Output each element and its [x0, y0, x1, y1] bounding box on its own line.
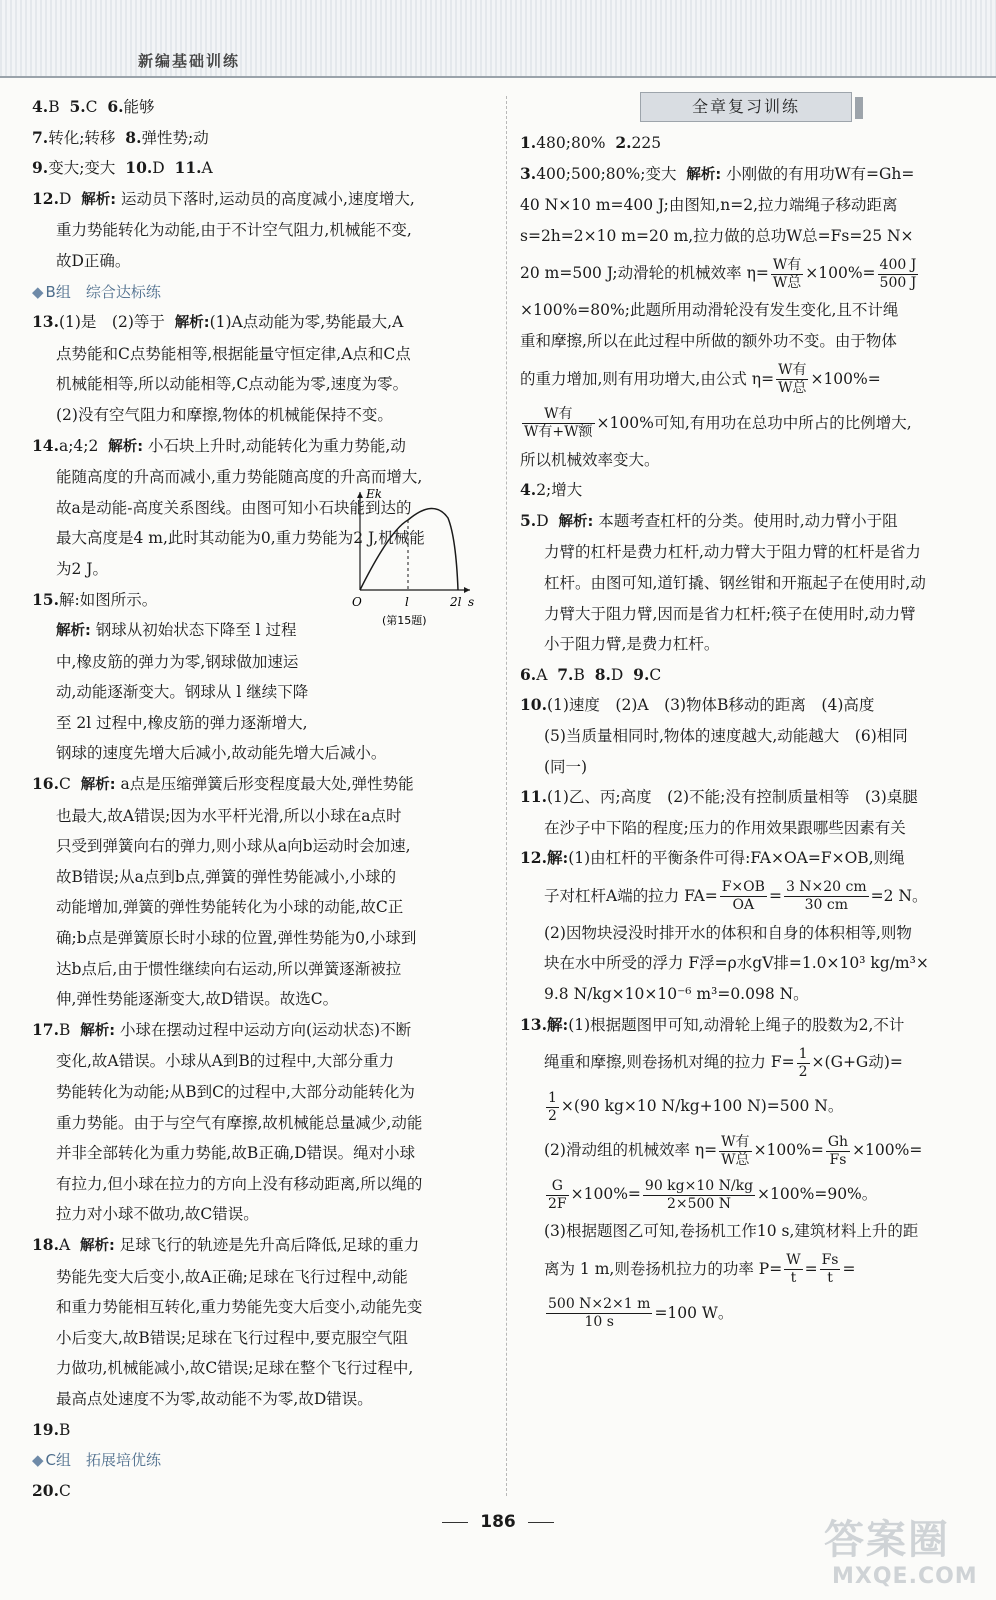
fraction: $\frac{1}{2}$ — [548, 1089, 557, 1124]
diamond-icon: ◆ — [32, 1451, 44, 1470]
diamond-icon: ◆ — [32, 282, 44, 301]
fraction: $\frac{\text{W有}}{\text{W总}}$ — [721, 1133, 750, 1168]
fraction: $\frac{F\times OB}{OA}$ — [721, 879, 765, 914]
header-title: 新编基础训练 — [138, 52, 241, 70]
figure-caption: (第15题) — [382, 614, 427, 626]
answer-r13: 13.解:(1)根据题图甲可知,动滑轮上绳子的股数为2,不计 绳重和摩擦,则卷扬机对绳的拉力 F= $\frac{1}{2}$ ×(G+G动)= $\frac{1}{2}$ ×(90 kg×10 N/kg+100 N)=500 N。 (2)滑动组的机械效率 η= $\frac{\text{W有}}{\text{W总}}$ ×100%= $\frac{Gh}{Fs}$ ×100%= $\frac{G}{2F}$ ×100%= $\frac{90 kg\times 10 N/kg}{2\times 500 N}$ ×100%=90%。 (3)根据题图乙可知,卷扬机工作10 s,建筑材料上升的距 离为 1 m,则卷扬机拉力的功率 P= $\frac{W}{t}$ = $\frac{Fs}{t}$ = $\frac{500 N\times 2\times 1 m}{10 s}$ =100 W。 — [520, 1014, 923, 1331]
answer-line: 1.480;80% 2.225 — [520, 133, 662, 152]
left-column — [32, 92, 500, 1506]
fraction: $\frac{500 N\times 2\times 1 m}{10 s}$ — [548, 1296, 651, 1331]
fraction: $\frac{\text{W有}}{\text{W总}}$ — [772, 256, 802, 291]
fraction: $\frac{\text{W有}}{\text{W总}}$ — [778, 362, 807, 397]
tick-label-l: l — [405, 595, 409, 609]
answer-12: 12.D 解析: 运动员下落时,运动员的高度减小,速度增大, 重力势能转化为动能,由于不计空气阻力,机械能不变, 故D正确。 — [32, 188, 415, 270]
answer-18: 18.A 解析: 足球飞行的轨迹是先升高后降低,足球的重力 势能先变大后变小,故A正确;足球在飞行过程中,动能 和重力势能相互转化,重力势能先变大后变小,动能先变 小后变大,故B错误;足球在飞行过程中,要克服空气阻 力做功,机械能减小,故C错误;足球在整个飞行过程中, 最高点处速度不为零,故动能不为零,故D错误。 — [32, 1234, 423, 1408]
answer-line: 9.变大;变大 10.D 11.A — [32, 158, 213, 178]
fraction: $\frac{400 J}{500 J}$ — [879, 256, 917, 291]
x-axis-label: s — [468, 595, 475, 609]
column-divider — [506, 96, 507, 1496]
answer-r12: 12.解:(1)由杠杆的平衡条件可得:FA×OA=F×OB,则绳 子对杠杆A端的拉力 FA= $\frac{F\times OB}{OA}$ = $\frac{3 N\times 20 cm}{30 cm}$ =2 N。 (2)因物块浸没时排开水的体积和自身的体积相等,则物 块在水中所受的浮力 F浮=ρ水gV排=1.0×10³ kg/m³× 9.8 N/kg×10×10⁻⁶ m³=0.098 N。 — [520, 848, 929, 1004]
fraction: $\frac{G}{2F}$ — [548, 1177, 567, 1212]
right-column — [520, 92, 980, 1335]
fraction: $\frac{90 kg\times 10 N/kg}{2\times 500 N}$ — [644, 1177, 754, 1212]
energy-graph-svg — [330, 478, 480, 626]
answer-r5: 5.D 解析: 本题考查杠杆的分类。使用时,动力臂小于阻 力臂的杠杆是费力杠杆,动力臂大于阻力臂的杠杆是省力 杠杆。由图可知,道钉撬、钢丝钳和开瓶起子在使用时,动 力臂大于阻力臂,因而是省力杠杆;筷子在使用时,动力臂 小于阻力臂,是费力杠杆。 — [520, 510, 926, 654]
group-heading-c: ◆ C组 拓展培优练 — [32, 1451, 162, 1470]
group-heading-b: ◆ B组 综合达标练 — [32, 282, 161, 301]
answer-r4: 4.2;增大 — [520, 480, 583, 500]
answer-r10: 10.(1)速度 (2)A (3)物体B移动的距离 (4)高度 (5)当质量相同时,物体的速度越大,动能越大 (6)相同 (同一) — [520, 695, 908, 776]
answer-17: 17.B 解析: 小球在摆动过程中运动方向(运动状态)不断 变化,故A错误。小球从A到B的过程中,大部分重力 势能转化为动能;从B到C的过程中,大部分动能转化为 重力势能。由于与空气有摩擦,故机械能总量减少,动能 并非全部转化为重力势能,故B正确,D错误。绳对小球 有拉力,但小球在拉力的方向上没有移动距离,所以绳的 拉力对小球不做功,故C错误。 — [32, 1019, 423, 1224]
chapter-review-banner: 全章复习训练 — [640, 92, 852, 122]
answer-19: 19.B — [32, 1419, 71, 1439]
x-axis-arrow — [464, 587, 470, 593]
watermark-logo: 答案圈 MXQE.COM — [824, 1517, 978, 1589]
y-axis-arrow — [357, 492, 363, 498]
energy-graph-figure — [330, 478, 480, 626]
fraction: $\frac{\text{W有}}{\text{W有+W额}}$ — [524, 406, 593, 441]
page-number: 186 — [0, 1512, 996, 1532]
energy-curve — [360, 508, 458, 590]
answer-line: 7.转化;转移 8.弹性势;动 — [32, 127, 209, 147]
answer-16: 16.C 解析: a点是压缩弹簧后形变程度最大处,弹性势能 也最大,故A错误;因为水平杆光滑,所以小球在a点时 只受到弹簧向右的弹力,则小球从a向b运动时会加速, 故B错误;从a点到b点,弹簧的弹性势能减小,小球的 动能增加,弹簧的弹性势能转化为小球的动能,故C正 确;b点是弹簧原长时小球的位置,弹性势能为0,小球到 达b点后,由于惯性继续向右运动,所以弹簧逐渐被拉 伸,弹性势能逐渐变大,故D错误。故选C。 — [32, 774, 417, 1009]
answer-line: 6.A 7.B 8.D 9.C — [520, 664, 662, 684]
tick-label-2l: 2l — [450, 595, 462, 609]
answer-r11: 11.(1)乙、丙;高度 (2)不能;没有控制质量相等 (3)桌腿 在沙子中下陷的程度;压力的作用效果跟哪些因素有关 — [520, 787, 918, 837]
origin-label: O — [352, 595, 362, 609]
answer-15: 15.解:如图所示。 解析: 钢球从初始状态下降至 l 过程 中,橡皮筋的弹力为零,钢球做加速运 动,动能逐渐变大。钢球从 l 继续下降 至 2l 过程中,橡皮筋的弹力逐渐增大, 钢球的速度先增大后减小,故动能先增大后减小。 — [32, 589, 387, 763]
answer-13: 13.(1)是 (2)等于 解析:(1)A点动能为零,势能最大,A 点势能和C点势能相等,根据能量守恒定律,A点和C点 机械能相等,所以动能相等,C点动能为零,速度为零。 (2)没有空气阻力和摩擦,物体的机械能保持不变。 — [32, 312, 411, 424]
answer-line: 4.B 5.C 6.能够 — [32, 97, 155, 116]
fraction: $\frac{3 N\times 20 cm}{30 cm}$ — [785, 879, 867, 914]
answer-14: 14.a;4;2 解析: 小石块上升时,动能转化为重力势能,动 能随高度的升高而减小,重力势能随高度的升高而增大, 故a是动能-高度关系图线。由图可知小石块能到达的 最大高度是4 m,此时其动能为0,重力势能为2 J,机械能 为2 J。 — [32, 435, 425, 578]
answer-r3: 3.400;500;80%;变大 解析: 小刚做的有用功W有=Gh= 40 N×10 m=400 J;由图知,n=2,拉力端绳子移动距离 s=2h=2×10 m=20 m,拉力做的总功W总=Fs=25 N× 20 m=500 J;动滑轮的机械效率 η= $\frac{\text{W有}}{\text{W总}}$ ×100%= $\frac{400 J}{500 J}$ ×100%=80%;此题所用动滑轮没有发生变化,且不计绳 重和摩擦,所以在此过程中所做的额外功不变。由于物体 的重力增加,则有用功增大,由公式 η= $\frac{\text{W有}}{\text{W总}}$ ×100%= $\frac{\text{W有}}{\text{W有+W额}}$ ×100%可知,有用功在总功中所占的比例增大, 所以机械效率变大。 — [520, 163, 917, 469]
answer-20: 20.C — [32, 1480, 71, 1500]
header-rule — [0, 76, 996, 78]
fraction: $\frac{Gh}{Fs}$ — [827, 1133, 849, 1168]
fraction: $\frac{W}{t}$ — [786, 1252, 801, 1287]
fraction: $\frac{Fs}{t}$ — [821, 1252, 839, 1287]
y-axis-label: Ek — [366, 487, 383, 501]
fraction: $\frac{1}{2}$ — [798, 1045, 808, 1080]
